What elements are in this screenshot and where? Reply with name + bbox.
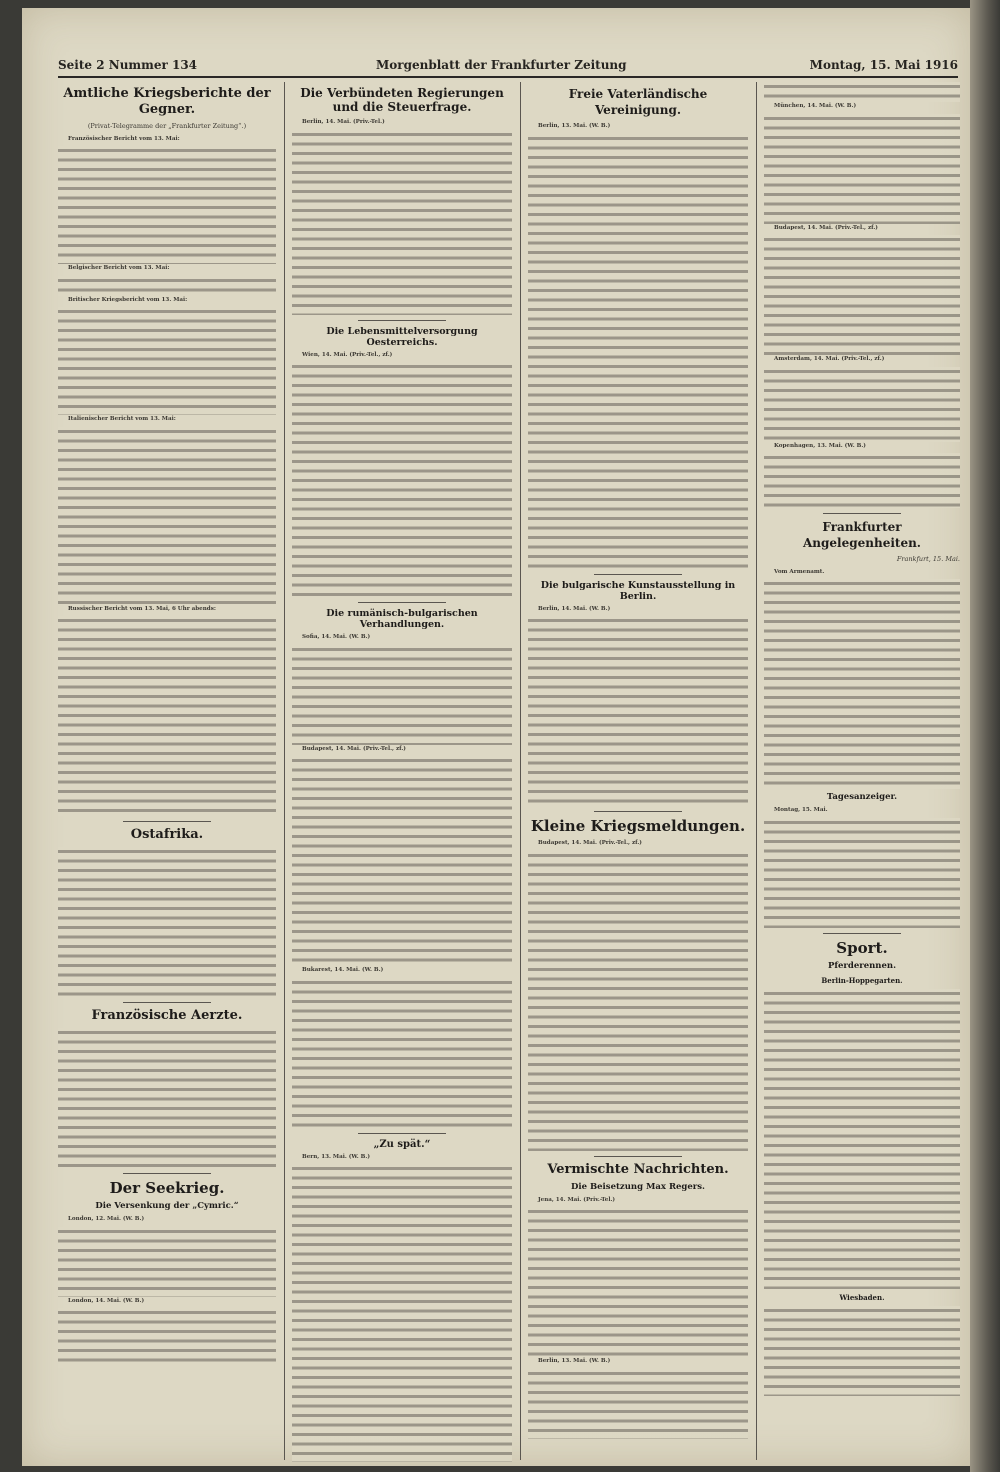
body-text — [58, 427, 276, 605]
body-text — [58, 276, 276, 296]
body-text — [764, 235, 960, 355]
body-text — [58, 307, 276, 415]
body-text — [764, 1306, 960, 1396]
dateline: Frankfurt, 15. Mai. — [896, 555, 960, 563]
divider — [358, 1133, 446, 1134]
section-heading: Berlin-Hoppegarten. — [821, 975, 903, 985]
divider — [123, 1002, 210, 1003]
body-text — [528, 134, 748, 569]
body-text — [764, 989, 960, 1289]
body-text — [528, 1207, 748, 1357]
dateline: München, 14. Mai. (W. B.) — [774, 103, 857, 109]
body-text — [58, 146, 276, 264]
article-subheading: (Privat-Telegramme der „Frankfurter Zeitung“.) — [87, 122, 247, 130]
article-heading: Die Verbündeten Regierungen und die Steuerfrage. — [300, 86, 504, 114]
article-heading: Sport. — [836, 938, 888, 957]
page-number: Seite 2 Nummer 134 — [58, 58, 198, 72]
divider — [594, 811, 682, 812]
dateline: Kopenhagen, 13. Mai. (W. B.) — [774, 442, 866, 449]
dateline: Berlin, 14. Mai. (Priv.-Tel.) — [302, 119, 385, 125]
column-rule — [284, 82, 285, 1460]
article-subheading: Pferderennen. — [827, 960, 897, 971]
article-heading: Die bulgarische Kunstausstellung in Berlin. — [540, 579, 736, 602]
article-heading: Freie Vaterländische Vereinigung. — [568, 87, 708, 117]
body-text — [764, 453, 960, 508]
dateline: Bukarest, 14. Mai. (W. B.) — [302, 967, 384, 973]
body-text — [58, 1227, 276, 1297]
body-text — [58, 1308, 276, 1368]
body-text — [528, 851, 748, 1151]
dateline: Berlin, 14. Mai. (W. B.) — [538, 605, 611, 612]
divider — [594, 574, 682, 575]
dateline: Budapest, 14. Mai. (Priv.-Tel., zf.) — [538, 840, 642, 846]
dateline: London, 12. Mai. (W. B.) — [68, 1216, 145, 1222]
report-label: Belgischer Bericht vom 13. Mai: — [68, 265, 170, 271]
listing-text — [764, 818, 960, 928]
column-rule — [520, 82, 521, 1460]
body-text — [58, 616, 276, 816]
report-label: Russischer Bericht vom 13. Mai, 6 Uhr abends: — [68, 605, 216, 612]
body-text — [764, 367, 960, 442]
divider — [123, 821, 210, 822]
body-text — [292, 1164, 512, 1462]
article-heading: Der Seekrieg. — [109, 1179, 225, 1197]
body-text — [764, 579, 960, 789]
page-header — [58, 56, 958, 76]
article-heading: Französische Aerzte. — [91, 1008, 243, 1023]
article-heading: Amtliche Kriegsberichte der Gegner. — [63, 86, 271, 117]
dateline: Budapest, 14. Mai. (Priv.-Tel., zf.) — [302, 745, 406, 752]
body-text — [764, 82, 960, 102]
body-text — [292, 756, 512, 966]
section-label: Montag, 15. Mai. — [774, 807, 828, 813]
column-1 — [58, 82, 276, 1462]
column-2 — [292, 82, 512, 1462]
divider — [823, 513, 901, 514]
article-heading: „Zu spät.“ — [373, 1138, 431, 1150]
body-text — [292, 645, 512, 745]
header-rule — [58, 76, 958, 78]
dateline: London, 14. Mai. (W. B.) — [68, 1297, 145, 1304]
article-heading: Frankfurter Angelegenheiten. — [802, 520, 921, 550]
body-text — [528, 1369, 748, 1439]
body-text — [764, 114, 960, 224]
divider — [123, 1173, 210, 1174]
dateline: Berlin, 13. Mai. (W. B.) — [538, 1358, 611, 1364]
dateline: Sofia, 14. Mai. (W. B.) — [302, 634, 371, 640]
column-3 — [528, 82, 748, 1462]
body-text — [292, 130, 512, 315]
article-heading: Vermischte Nachrichten. — [547, 1161, 729, 1177]
section-heading: Tagesanzeiger. — [826, 792, 898, 802]
masthead: Morgenblatt der Frankfurter Zeitung — [376, 58, 627, 72]
newspaper-page — [22, 8, 970, 1466]
report-label: Britischer Kriegsbericht vom 13. Mai: — [68, 296, 188, 303]
body-text — [58, 1028, 276, 1168]
article-subheading: Die Beisetzung Max Regers. — [571, 1181, 705, 1192]
article-heading: Kleine Kriegsmeldungen. — [530, 817, 746, 835]
body-text — [292, 978, 512, 1128]
divider — [594, 1156, 682, 1157]
body-text — [528, 616, 748, 806]
dateline: Amsterdam, 14. Mai. (Priv.-Tel., zf.) — [774, 356, 885, 362]
body-text — [58, 847, 276, 997]
article-heading: Ostafrika. — [130, 827, 204, 842]
dateline: Budapest, 14. Mai. (Priv.-Tel., zf.) — [774, 224, 878, 231]
dateline: Bern, 13. Mai. (W. B.) — [302, 1153, 370, 1160]
divider — [358, 602, 446, 603]
article-heading: Die Lebensmittelversorgung Oesterreichs. — [326, 325, 478, 348]
section-heading: Wiesbaden. — [839, 1292, 885, 1302]
section-label: Vom Armenamt. — [774, 568, 825, 575]
report-label: Französischer Bericht vom 13. Mai: — [68, 135, 180, 142]
divider — [358, 320, 446, 321]
column-rule — [756, 82, 757, 1460]
report-label: Italienischer Bericht vom 13. Mai: — [68, 416, 176, 422]
issue-date: Montag, 15. Mai 1916 — [809, 58, 958, 72]
article-heading: Die rumänisch-bulgarischen Verhandlungen. — [326, 608, 478, 630]
divider — [823, 933, 901, 934]
body-text — [292, 362, 512, 597]
dateline: Berlin, 13. Mai. (W. B.) — [538, 123, 611, 129]
dateline: Wien, 14. Mai. (Priv.-Tel., zf.) — [302, 351, 393, 358]
dateline: Jena, 14. Mai. (Priv.-Tel.) — [538, 1196, 616, 1203]
page-edge — [970, 0, 1000, 1472]
column-4 — [764, 82, 960, 1462]
article-subheading: Die Versenkung der „Cymric.“ — [95, 1201, 239, 1211]
